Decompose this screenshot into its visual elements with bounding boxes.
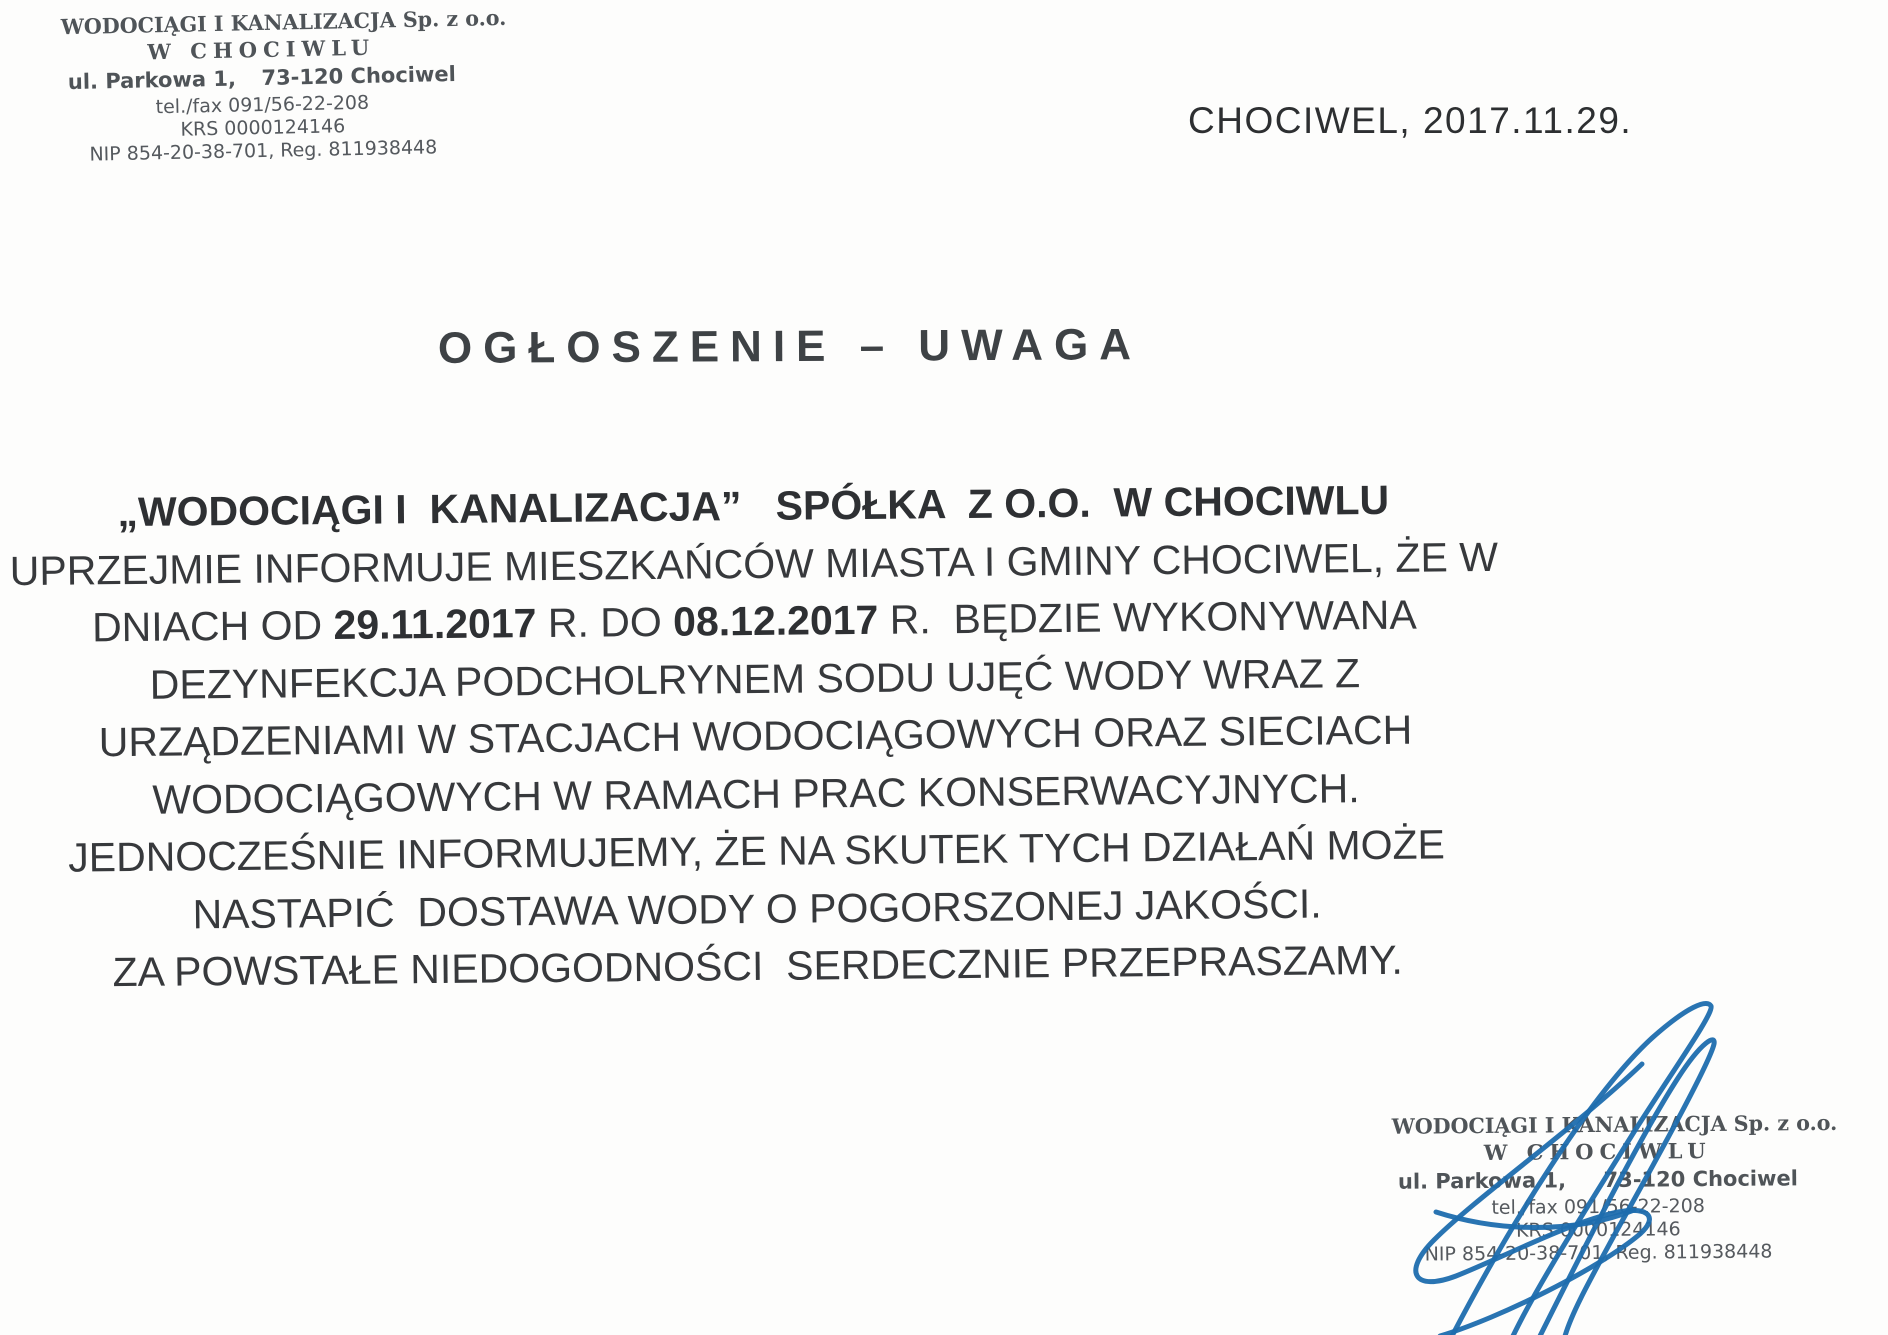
- stamp-phone: tel./fax 091/56-22-208: [1491, 1195, 1705, 1219]
- stamp-phone: tel./fax 091/56-22-208: [155, 91, 370, 119]
- stamp-street: ul. Parkowa 1,: [67, 66, 237, 95]
- stamp-postal-code: 73-120 Chociwel: [261, 61, 457, 91]
- body-line: „WODOCIĄGI I KANALIZACJA” SPÓŁKA Z O.O. W CHOCIWLU: [117, 476, 1390, 536]
- stamp-street: ul. Parkowa 1,: [1397, 1168, 1567, 1194]
- body-text: [0, 471, 1511, 1003]
- body-line: UPRZEJMIE INFORMUJE MIESZKAŃCÓW MIASTA I GMINY CHOCIWEL, ŻE W: [9, 533, 1499, 594]
- body-line: WODOCIĄGOWYCH W RAMACH PRAC KONSERWACYJNYCH.: [152, 764, 1360, 823]
- document-title: OGŁOSZENIE – UWAGA: [437, 320, 1143, 373]
- body-line: NASTAPIĆ DOSTAWA WODY O POGORSZONEJ JAKOŚCI.: [192, 880, 1322, 937]
- body-line: JEDNOCZEŚNIE INFORMUJEMY, ŻE NA SKUTEK TYCH DZIAŁAŃ MOŻE: [68, 821, 1446, 881]
- body-line: DEZYNFEKCJA PODCHOLRYNEM SODU UJĘĆ WODY WRAZ Z: [149, 649, 1361, 708]
- stamp-krs: KRS 0000124146: [1515, 1218, 1681, 1242]
- stamp-krs: KRS 0000124146: [180, 115, 346, 141]
- stamp-nip-regon: NIP 854-20-38-701, Reg. 811938448: [1424, 1240, 1773, 1266]
- body-line: URZĄDZENIAMI W STACJACH WODOCIĄGOWYCH ORAZ SIECIACH: [98, 706, 1413, 766]
- stamp-address-line: [1388, 1163, 1808, 1198]
- stamp-nip-regon: NIP 854-20-38-701, Reg. 811938448: [89, 136, 438, 166]
- stamp-company-name: WODOCIĄGI I KANALIZACJA Sp. z o.o.: [1391, 1109, 1838, 1139]
- place-and-date: CHOCIWEL, 2017.11.29.: [1188, 100, 1633, 141]
- stamp-city: W CHOCIWLU: [1483, 1138, 1712, 1165]
- company-stamp-top: [56, 4, 507, 168]
- stamp-city: W CHOCIWLU: [147, 34, 376, 65]
- company-stamp-bottom: [1387, 1109, 1838, 1267]
- stamp-postal-code: 73-120 Chociwel: [1603, 1166, 1799, 1192]
- body-line: ZA POWSTAŁE NIEDOGODNOŚCI SERDECZNIE PRZEPRASZAMY.: [112, 936, 1403, 996]
- stamp-company-name: WODOCIĄGI I KANALIZACJA Sp. z o.o.: [60, 4, 507, 40]
- body-line: DNIACH OD 29.11.2017 R. DO 08.12.2017 R. BĘDZIE WYKONYWANA: [91, 591, 1417, 651]
